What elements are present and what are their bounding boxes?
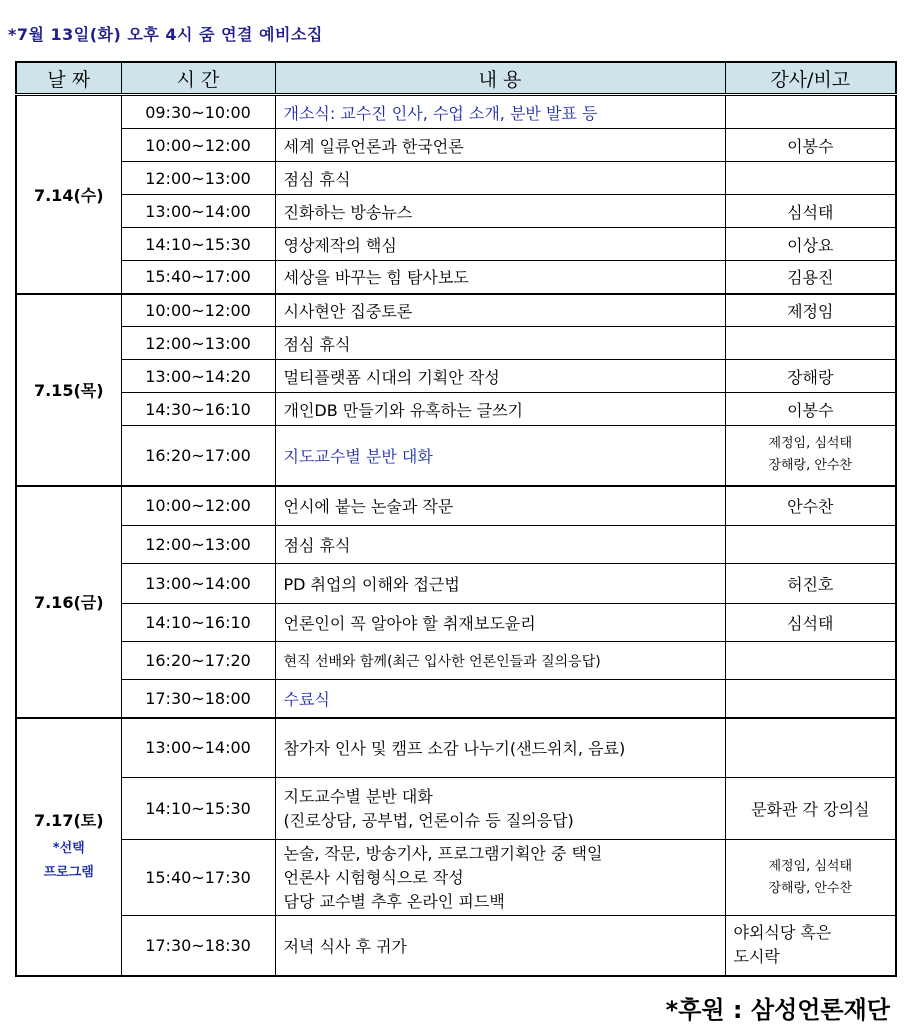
- instructor-cell: 이상요: [725, 228, 896, 261]
- content-cell: 점심 휴식: [275, 526, 725, 564]
- time-cell: 14:10~15:30: [121, 228, 275, 261]
- time-cell: 14:30~16:10: [121, 393, 275, 426]
- time-cell: 17:30~18:30: [121, 916, 275, 976]
- time-cell: 10:00~12:00: [121, 294, 275, 327]
- content-cell: 저녁 식사 후 귀가: [275, 916, 725, 976]
- instructor-cell: 제정임, 심석태 장해랑, 안수찬: [725, 426, 896, 486]
- content-cell: 영상제작의 핵심: [275, 228, 725, 261]
- time-cell: 09:30~10:00: [121, 95, 275, 129]
- table-row: [16, 564, 896, 604]
- content-cell: 언시에 붙는 논술과 작문: [275, 486, 725, 526]
- instructor-cell: 김용진: [725, 261, 896, 294]
- content-cell: 개인DB 만들기와 유혹하는 글쓰기: [275, 393, 725, 426]
- time-cell: 12:00~13:00: [121, 162, 275, 195]
- header-row: [16, 62, 896, 95]
- content-cell: 참가자 인사 및 캠프 소감 나누기(샌드위치, 음료): [275, 718, 725, 778]
- instructor-cell: [725, 327, 896, 360]
- table-row: [16, 195, 896, 228]
- content-cell: 지도교수별 분반 대화: [275, 426, 725, 486]
- content-cell: 진화하는 방송뉴스: [275, 195, 725, 228]
- content-cell: 점심 휴식: [275, 327, 725, 360]
- content-cell: 세상을 바꾸는 힘 탐사보도: [275, 261, 725, 294]
- instructor-cell: [725, 95, 896, 129]
- content-cell: 언론인이 꼭 알아야 할 취재보도윤리: [275, 604, 725, 642]
- time-cell: 14:10~15:30: [121, 778, 275, 840]
- table-row: [16, 129, 896, 162]
- time-cell: 10:00~12:00: [121, 129, 275, 162]
- table-row: [16, 916, 896, 976]
- instructor-cell: 허진호: [725, 564, 896, 604]
- time-cell: 10:00~12:00: [121, 486, 275, 526]
- date-cell: 7.15(목): [16, 294, 121, 486]
- content-cell: 멀티플랫폼 시대의 기획안 작성: [275, 360, 725, 393]
- instructor-cell: [725, 642, 896, 680]
- date-cell: 7.16(금): [16, 486, 121, 718]
- table-row: [16, 604, 896, 642]
- time-cell: 13:00~14:00: [121, 718, 275, 778]
- table-row: [16, 95, 896, 129]
- sponsor-note: *후원 : 삼성언론재단: [665, 996, 890, 1024]
- table-row: [16, 393, 896, 426]
- content-cell: 현직 선배와 함께(최근 입사한 언론인들과 질의응답): [275, 642, 725, 680]
- content-cell: 세계 일류언론과 한국언론: [275, 129, 725, 162]
- instructor-cell: 심석태: [725, 195, 896, 228]
- time-cell: 14:10~16:10: [121, 604, 275, 642]
- instructor-cell: [725, 680, 896, 718]
- table-row: [16, 840, 896, 916]
- table-row: [16, 642, 896, 680]
- table-row: [16, 294, 896, 327]
- instructor-cell: 장해랑: [725, 360, 896, 393]
- time-cell: 13:00~14:00: [121, 564, 275, 604]
- instructor-cell: 이봉수: [725, 393, 896, 426]
- instructor-cell: [725, 526, 896, 564]
- header-time: 시 간: [121, 62, 275, 95]
- instructor-cell: [725, 162, 896, 195]
- date-cell: 7.17(토) *선택 프로그램: [16, 718, 121, 976]
- time-cell: 12:00~13:00: [121, 526, 275, 564]
- instructor-cell: 이봉수: [725, 129, 896, 162]
- header-content: 내 용: [275, 62, 725, 95]
- content-cell: 점심 휴식: [275, 162, 725, 195]
- time-cell: 13:00~14:00: [121, 195, 275, 228]
- table-row: [16, 718, 896, 778]
- instructor-cell: 문화관 각 강의실: [725, 778, 896, 840]
- instructor-cell: 제정임, 심석태 장해랑, 안수찬: [725, 840, 896, 916]
- table-row: [16, 261, 896, 294]
- table-row: [16, 486, 896, 526]
- table-row: [16, 327, 896, 360]
- instructor-cell: 심석태: [725, 604, 896, 642]
- pre-meeting-notice: *7월 13일(화) 오후 4시 줌 연결 예비소집: [8, 25, 323, 44]
- instructor-cell: 안수찬: [725, 486, 896, 526]
- table-row: [16, 228, 896, 261]
- date-cell: 7.14(수): [16, 95, 121, 294]
- table-row: [16, 526, 896, 564]
- time-cell: 15:40~17:30: [121, 840, 275, 916]
- schedule-table: [15, 61, 897, 977]
- content-cell: 시사현안 집중토론: [275, 294, 725, 327]
- content-cell: 논술, 작문, 방송기사, 프로그램기획안 중 택일 언론사 시험형식으로 작성 담당 교수별 추후 온라인 피드백: [275, 840, 725, 916]
- optional-program-label: *선택 프로그램: [43, 841, 94, 880]
- time-cell: 12:00~13:00: [121, 327, 275, 360]
- table-row: [16, 426, 896, 486]
- table-row: [16, 360, 896, 393]
- time-cell: 15:40~17:00: [121, 261, 275, 294]
- time-cell: 16:20~17:20: [121, 642, 275, 680]
- instructor-cell: 야외식당 혹은 도시락: [725, 916, 896, 976]
- header-date: 날 짜: [16, 62, 121, 95]
- time-cell: 17:30~18:00: [121, 680, 275, 718]
- content-cell: 지도교수별 분반 대화 (진로상담, 공부법, 언론이슈 등 질의응답): [275, 778, 725, 840]
- instructor-cell: [725, 718, 896, 778]
- time-cell: 16:20~17:00: [121, 426, 275, 486]
- time-cell: 13:00~14:20: [121, 360, 275, 393]
- table-row: [16, 680, 896, 718]
- content-cell: 수료식: [275, 680, 725, 718]
- header-instructor: 강사/비고: [725, 62, 896, 95]
- instructor-cell: 제정임: [725, 294, 896, 327]
- content-cell: PD 취업의 이해와 접근법: [275, 564, 725, 604]
- table-row: [16, 162, 896, 195]
- content-cell: 개소식: 교수진 인사, 수업 소개, 분반 발표 등: [275, 95, 725, 129]
- table-row: [16, 778, 896, 840]
